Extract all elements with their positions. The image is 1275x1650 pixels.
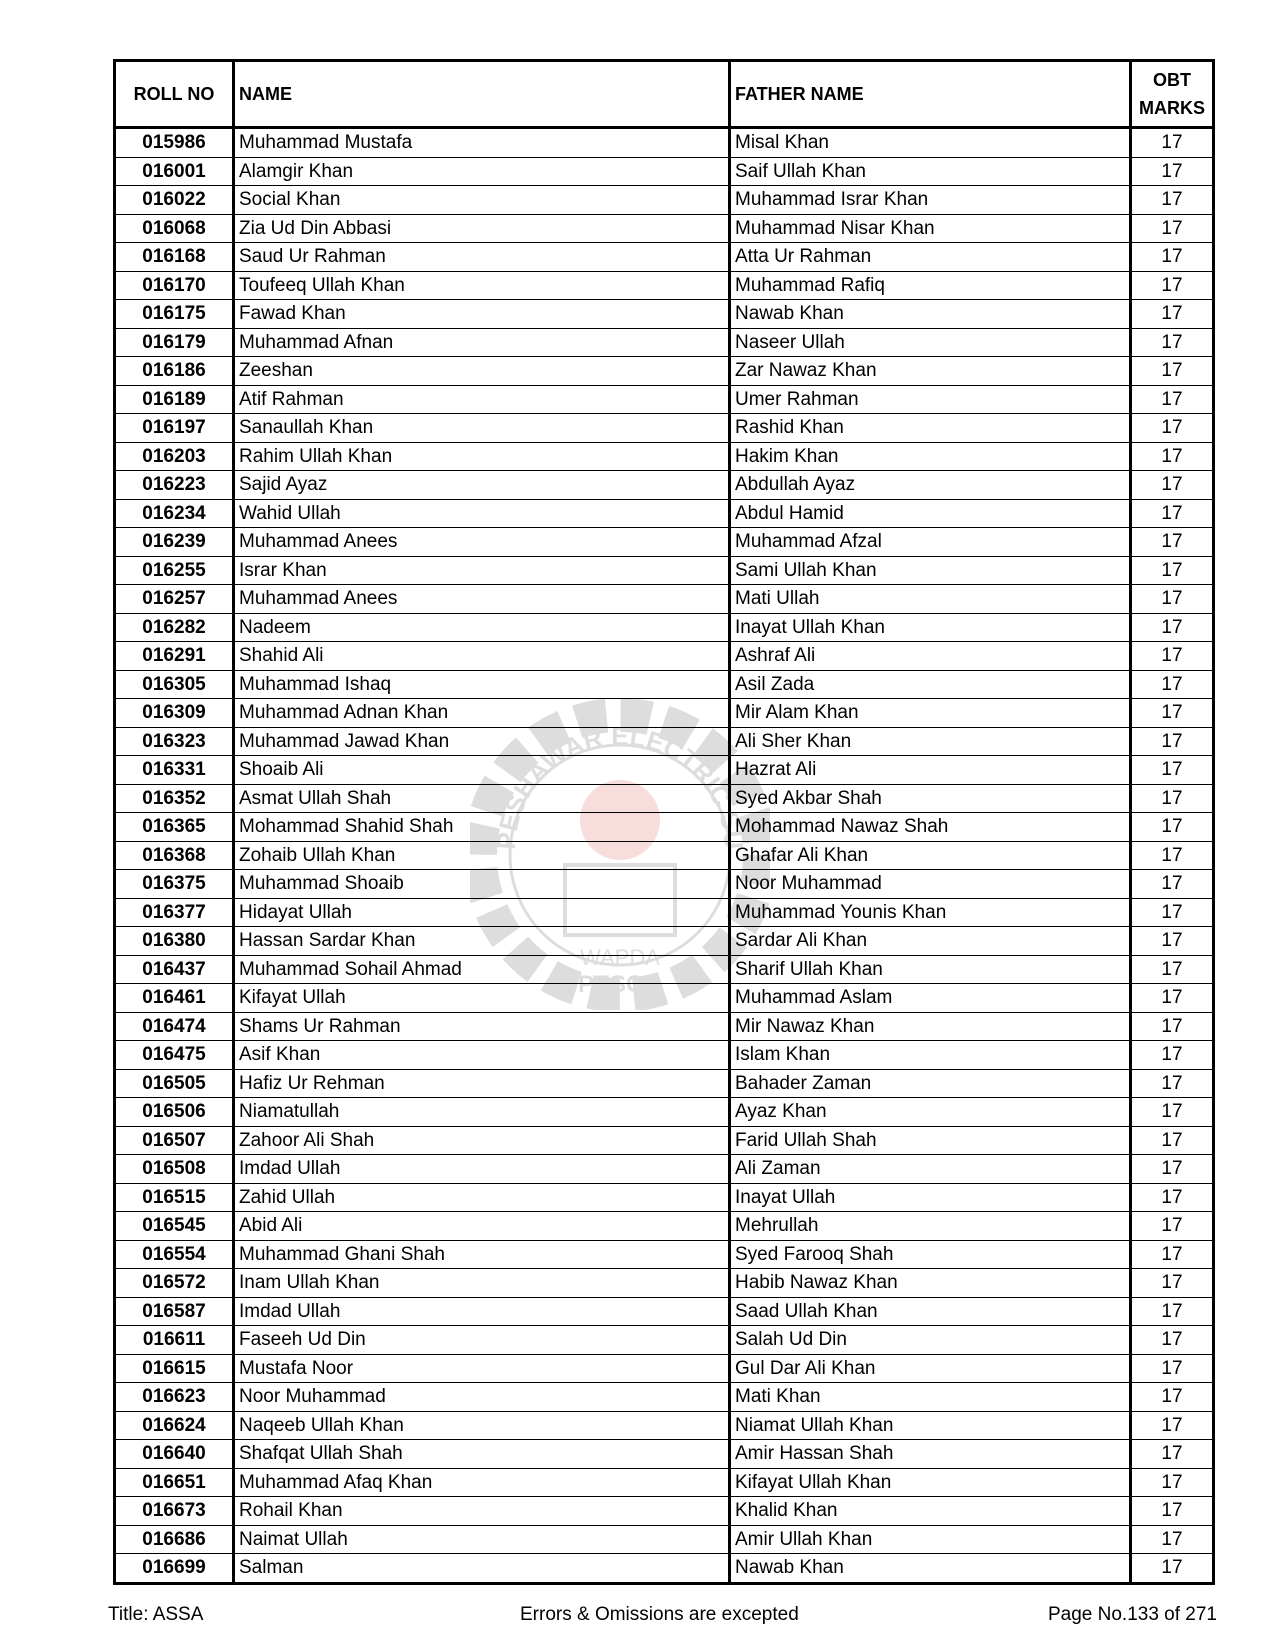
father-name-cell: Mati Khan — [730, 1383, 1131, 1412]
table-row — [115, 1354, 1214, 1383]
obt-marks-cell: 17 — [1131, 841, 1214, 870]
father-name-cell: Amir Ullah Khan — [730, 1525, 1131, 1554]
footer-notice: Errors & Omissions are excepted — [520, 1604, 799, 1625]
obt-marks-cell: 17 — [1131, 1468, 1214, 1497]
roll-no-cell: 016508 — [115, 1155, 234, 1184]
father-name-cell: Saad Ullah Khan — [730, 1297, 1131, 1326]
name-cell: Zeeshan — [234, 357, 730, 386]
name-cell: Hafiz Ur Rehman — [234, 1069, 730, 1098]
header-obt-marks-line2: MARKS — [1139, 98, 1205, 118]
name-cell: Naimat Ullah — [234, 1525, 730, 1554]
roll-no-cell: 016282 — [115, 613, 234, 642]
name-cell: Muhammad Sohail Ahmad — [234, 955, 730, 984]
table-row — [115, 1554, 1214, 1584]
name-cell: Imdad Ullah — [234, 1155, 730, 1184]
obt-marks-cell: 17 — [1131, 898, 1214, 927]
father-name-cell: Muhammad Younis Khan — [730, 898, 1131, 927]
table-row — [115, 271, 1214, 300]
father-name-cell: Ashraf Ali — [730, 642, 1131, 671]
roll-no-cell: 016506 — [115, 1098, 234, 1127]
roll-no-cell: 016168 — [115, 243, 234, 272]
obt-marks-cell: 17 — [1131, 214, 1214, 243]
roll-no-cell: 016651 — [115, 1468, 234, 1497]
table-row — [115, 813, 1214, 842]
table-row — [115, 984, 1214, 1013]
obt-marks-cell: 17 — [1131, 870, 1214, 899]
father-name-cell: Farid Ullah Shah — [730, 1126, 1131, 1155]
table-row — [115, 870, 1214, 899]
father-name-cell: Sami Ullah Khan — [730, 556, 1131, 585]
obt-marks-cell: 17 — [1131, 756, 1214, 785]
roll-no-cell: 016068 — [115, 214, 234, 243]
table-row — [115, 186, 1214, 215]
name-cell: Muhammad Anees — [234, 528, 730, 557]
name-cell: Asmat Ullah Shah — [234, 784, 730, 813]
name-cell: Zohaib Ullah Khan — [234, 841, 730, 870]
obt-marks-cell: 17 — [1131, 1383, 1214, 1412]
name-cell: Muhammad Afnan — [234, 328, 730, 357]
table-row — [115, 1440, 1214, 1469]
roll-no-cell: 016197 — [115, 414, 234, 443]
roll-no-cell: 016352 — [115, 784, 234, 813]
roll-no-cell: 016474 — [115, 1012, 234, 1041]
obt-marks-cell: 17 — [1131, 1525, 1214, 1554]
father-name-cell: Muhammad Nisar Khan — [730, 214, 1131, 243]
roll-no-cell: 016203 — [115, 442, 234, 471]
father-name-cell: Muhammad Afzal — [730, 528, 1131, 557]
table-row — [115, 1155, 1214, 1184]
father-name-cell: Muhammad Israr Khan — [730, 186, 1131, 215]
obt-marks-cell: 17 — [1131, 1041, 1214, 1070]
roll-no-cell: 016375 — [115, 870, 234, 899]
table-row — [115, 699, 1214, 728]
father-name-cell: Asil Zada — [730, 670, 1131, 699]
table-row — [115, 328, 1214, 357]
obt-marks-cell: 17 — [1131, 1269, 1214, 1298]
obt-marks-cell: 17 — [1131, 984, 1214, 1013]
table-row — [115, 1240, 1214, 1269]
name-cell: Shafqat Ullah Shah — [234, 1440, 730, 1469]
name-cell: Shoaib Ali — [234, 756, 730, 785]
father-name-cell: Sharif Ullah Khan — [730, 955, 1131, 984]
name-cell: Asif Khan — [234, 1041, 730, 1070]
father-name-cell: Mir Alam Khan — [730, 699, 1131, 728]
father-name-cell: Muhammad Aslam — [730, 984, 1131, 1013]
roll-no-cell: 016323 — [115, 727, 234, 756]
table-row — [115, 670, 1214, 699]
name-cell: Hidayat Ullah — [234, 898, 730, 927]
roll-no-cell: 016179 — [115, 328, 234, 357]
obt-marks-cell: 17 — [1131, 813, 1214, 842]
table-row — [115, 585, 1214, 614]
father-name-cell: Abdullah Ayaz — [730, 471, 1131, 500]
name-cell: Rahim Ullah Khan — [234, 442, 730, 471]
father-name-cell: Mati Ullah — [730, 585, 1131, 614]
roll-no-cell: 016515 — [115, 1183, 234, 1212]
name-cell: Kifayat Ullah — [234, 984, 730, 1013]
roll-no-cell: 016615 — [115, 1354, 234, 1383]
table-row — [115, 499, 1214, 528]
name-cell: Zahoor Ali Shah — [234, 1126, 730, 1155]
obt-marks-cell: 17 — [1131, 1411, 1214, 1440]
obt-marks-cell: 17 — [1131, 1326, 1214, 1355]
table-row — [115, 1326, 1214, 1355]
obt-marks-cell: 17 — [1131, 1354, 1214, 1383]
obt-marks-cell: 17 — [1131, 1440, 1214, 1469]
name-cell: Niamatullah — [234, 1098, 730, 1127]
father-name-cell: Hakim Khan — [730, 442, 1131, 471]
table-row — [115, 927, 1214, 956]
father-name-cell: Nawab Khan — [730, 300, 1131, 329]
obt-marks-cell: 17 — [1131, 727, 1214, 756]
table-row — [115, 414, 1214, 443]
name-cell: Rohail Khan — [234, 1497, 730, 1526]
name-cell: Muhammad Adnan Khan — [234, 699, 730, 728]
obt-marks-cell: 17 — [1131, 955, 1214, 984]
obt-marks-cell: 17 — [1131, 300, 1214, 329]
obt-marks-cell: 17 — [1131, 414, 1214, 443]
name-cell: Muhammad Afaq Khan — [234, 1468, 730, 1497]
roll-no-cell: 016309 — [115, 699, 234, 728]
father-name-cell: Ali Sher Khan — [730, 727, 1131, 756]
roll-no-cell: 016022 — [115, 186, 234, 215]
roll-no-cell: 016437 — [115, 955, 234, 984]
father-name-cell: Syed Farooq Shah — [730, 1240, 1131, 1269]
results-table — [113, 59, 1215, 1585]
obt-marks-cell: 17 — [1131, 499, 1214, 528]
roll-no-cell: 016239 — [115, 528, 234, 557]
name-cell: Hassan Sardar Khan — [234, 927, 730, 956]
name-cell: Saud Ur Rahman — [234, 243, 730, 272]
header-obt-marks-line1: OBT — [1153, 70, 1191, 90]
father-name-cell: Bahader Zaman — [730, 1069, 1131, 1098]
name-cell: Sanaullah Khan — [234, 414, 730, 443]
roll-no-cell: 016572 — [115, 1269, 234, 1298]
watermark-top-text: PESHAWAR ELECTRIC SU — [490, 720, 750, 851]
name-cell: Alamgir Khan — [234, 157, 730, 186]
roll-no-cell: 016305 — [115, 670, 234, 699]
name-cell: Naqeeb Ullah Khan — [234, 1411, 730, 1440]
father-name-cell: Inayat Ullah — [730, 1183, 1131, 1212]
table-row — [115, 1525, 1214, 1554]
table-row — [115, 357, 1214, 386]
name-cell: Imdad Ullah — [234, 1297, 730, 1326]
name-cell: Inam Ullah Khan — [234, 1269, 730, 1298]
table-row — [115, 1297, 1214, 1326]
table-row — [115, 214, 1214, 243]
father-name-cell: Khalid Khan — [730, 1497, 1131, 1526]
father-name-cell: Kifayat Ullah Khan — [730, 1468, 1131, 1497]
name-cell: Fawad Khan — [234, 300, 730, 329]
table-row — [115, 1497, 1214, 1526]
roll-no-cell: 016505 — [115, 1069, 234, 1098]
obt-marks-cell: 17 — [1131, 927, 1214, 956]
table-row — [115, 784, 1214, 813]
obt-marks-cell: 17 — [1131, 528, 1214, 557]
obt-marks-cell: 17 — [1131, 585, 1214, 614]
footer-page-number: Page No.133 of 271 — [1047, 1604, 1217, 1625]
obt-marks-cell: 17 — [1131, 442, 1214, 471]
name-cell: Noor Muhammad — [234, 1383, 730, 1412]
father-name-cell: Mohammad Nawaz Shah — [730, 813, 1131, 842]
roll-no-cell: 016699 — [115, 1554, 234, 1584]
table-header-row — [115, 61, 1214, 128]
obt-marks-cell: 17 — [1131, 243, 1214, 272]
table-row — [115, 1069, 1214, 1098]
footer-title: Title: ASSA — [108, 1604, 204, 1625]
roll-no-cell: 016380 — [115, 927, 234, 956]
roll-no-cell: 016377 — [115, 898, 234, 927]
table-row — [115, 1411, 1214, 1440]
roll-no-cell: 016624 — [115, 1411, 234, 1440]
obt-marks-cell: 17 — [1131, 556, 1214, 585]
obt-marks-cell: 17 — [1131, 642, 1214, 671]
table-row — [115, 1383, 1214, 1412]
obt-marks-cell: 17 — [1131, 1069, 1214, 1098]
table-row — [115, 1183, 1214, 1212]
roll-no-cell: 016640 — [115, 1440, 234, 1469]
header-roll-no: ROLL NO — [115, 61, 234, 128]
father-name-cell: Noor Muhammad — [730, 870, 1131, 899]
table-row — [115, 1012, 1214, 1041]
name-cell: Muhammad Anees — [234, 585, 730, 614]
name-cell: Muhammad Ishaq — [234, 670, 730, 699]
obt-marks-cell: 17 — [1131, 471, 1214, 500]
roll-no-cell: 016623 — [115, 1383, 234, 1412]
header-name: NAME — [234, 61, 730, 128]
table-row — [115, 1126, 1214, 1155]
father-name-cell: Mir Nawaz Khan — [730, 1012, 1131, 1041]
table-row — [115, 128, 1214, 158]
table-row — [115, 300, 1214, 329]
roll-no-cell: 016475 — [115, 1041, 234, 1070]
roll-no-cell: 016170 — [115, 271, 234, 300]
roll-no-cell: 016291 — [115, 642, 234, 671]
table-row — [115, 385, 1214, 414]
father-name-cell: Salah Ud Din — [730, 1326, 1131, 1355]
roll-no-cell: 016461 — [115, 984, 234, 1013]
obt-marks-cell: 17 — [1131, 271, 1214, 300]
roll-no-cell: 016331 — [115, 756, 234, 785]
table-row — [115, 1041, 1214, 1070]
name-cell: Nadeem — [234, 613, 730, 642]
father-name-cell: Ayaz Khan — [730, 1098, 1131, 1127]
roll-no-cell: 016507 — [115, 1126, 234, 1155]
roll-no-cell: 016186 — [115, 357, 234, 386]
table-row — [115, 243, 1214, 272]
roll-no-cell: 016554 — [115, 1240, 234, 1269]
obt-marks-cell: 17 — [1131, 186, 1214, 215]
father-name-cell: Muhammad Rafiq — [730, 271, 1131, 300]
father-name-cell: Abdul Hamid — [730, 499, 1131, 528]
name-cell: Muhammad Jawad Khan — [234, 727, 730, 756]
roll-no-cell: 016368 — [115, 841, 234, 870]
obt-marks-cell: 17 — [1131, 670, 1214, 699]
father-name-cell: Hazrat Ali — [730, 756, 1131, 785]
father-name-cell: Naseer Ullah — [730, 328, 1131, 357]
header-father-name: FATHER NAME — [730, 61, 1131, 128]
name-cell: Zahid Ullah — [234, 1183, 730, 1212]
father-name-cell: Habib Nawaz Khan — [730, 1269, 1131, 1298]
roll-no-cell: 016257 — [115, 585, 234, 614]
father-name-cell: Ghafar Ali Khan — [730, 841, 1131, 870]
name-cell: Zia Ud Din Abbasi — [234, 214, 730, 243]
table-row — [115, 841, 1214, 870]
table-row — [115, 157, 1214, 186]
obt-marks-cell: 17 — [1131, 699, 1214, 728]
table-row — [115, 1269, 1214, 1298]
roll-no-cell: 016673 — [115, 1497, 234, 1526]
name-cell: Abid Ali — [234, 1212, 730, 1241]
obt-marks-cell: 17 — [1131, 1240, 1214, 1269]
roll-no-cell: 015986 — [115, 128, 234, 158]
father-name-cell: Misal Khan — [730, 128, 1131, 158]
name-cell: Mustafa Noor — [234, 1354, 730, 1383]
roll-no-cell: 016189 — [115, 385, 234, 414]
roll-no-cell: 016587 — [115, 1297, 234, 1326]
name-cell: Shams Ur Rahman — [234, 1012, 730, 1041]
name-cell: Atif Rahman — [234, 385, 730, 414]
table-row — [115, 1468, 1214, 1497]
roll-no-cell: 016175 — [115, 300, 234, 329]
table-row — [115, 727, 1214, 756]
obt-marks-cell: 17 — [1131, 1098, 1214, 1127]
name-cell: Mohammad Shahid Shah — [234, 813, 730, 842]
watermark-mid-text: WAPDA — [580, 945, 660, 970]
table-row — [115, 1212, 1214, 1241]
name-cell: Salman — [234, 1554, 730, 1584]
obt-marks-cell: 17 — [1131, 613, 1214, 642]
name-cell: Muhammad Ghani Shah — [234, 1240, 730, 1269]
header-obt-marks — [1131, 61, 1214, 128]
obt-marks-cell: 17 — [1131, 157, 1214, 186]
name-cell: Muhammad Shoaib — [234, 870, 730, 899]
name-cell: Faseeh Ud Din — [234, 1326, 730, 1355]
roll-no-cell: 016545 — [115, 1212, 234, 1241]
table-row — [115, 556, 1214, 585]
father-name-cell: Niamat Ullah Khan — [730, 1411, 1131, 1440]
father-name-cell: Amir Hassan Shah — [730, 1440, 1131, 1469]
roll-no-cell: 016611 — [115, 1326, 234, 1355]
table-row — [115, 442, 1214, 471]
father-name-cell: Rashid Khan — [730, 414, 1131, 443]
table-row — [115, 471, 1214, 500]
father-name-cell: Atta Ur Rahman — [730, 243, 1131, 272]
table-row — [115, 613, 1214, 642]
name-cell: Muhammad Mustafa — [234, 128, 730, 158]
name-cell: Shahid Ali — [234, 642, 730, 671]
watermark-bottom-text: PESCO — [577, 971, 663, 998]
obt-marks-cell: 17 — [1131, 1497, 1214, 1526]
table-row — [115, 756, 1214, 785]
obt-marks-cell: 17 — [1131, 1212, 1214, 1241]
roll-no-cell: 016223 — [115, 471, 234, 500]
obt-marks-cell: 17 — [1131, 1554, 1214, 1584]
name-cell: Sajid Ayaz — [234, 471, 730, 500]
father-name-cell: Mehrullah — [730, 1212, 1131, 1241]
father-name-cell: Umer Rahman — [730, 385, 1131, 414]
father-name-cell: Zar Nawaz Khan — [730, 357, 1131, 386]
roll-no-cell: 016686 — [115, 1525, 234, 1554]
father-name-cell: Sardar Ali Khan — [730, 927, 1131, 956]
name-cell: Toufeeq Ullah Khan — [234, 271, 730, 300]
father-name-cell: Syed Akbar Shah — [730, 784, 1131, 813]
obt-marks-cell: 17 — [1131, 1183, 1214, 1212]
obt-marks-cell: 17 — [1131, 1297, 1214, 1326]
roll-no-cell: 016255 — [115, 556, 234, 585]
roll-no-cell: 016234 — [115, 499, 234, 528]
father-name-cell: Saif Ullah Khan — [730, 157, 1131, 186]
father-name-cell: Ali Zaman — [730, 1155, 1131, 1184]
father-name-cell: Gul Dar Ali Khan — [730, 1354, 1131, 1383]
name-cell: Wahid Ullah — [234, 499, 730, 528]
obt-marks-cell: 17 — [1131, 128, 1214, 158]
obt-marks-cell: 17 — [1131, 1012, 1214, 1041]
name-cell: Social Khan — [234, 186, 730, 215]
obt-marks-cell: 17 — [1131, 784, 1214, 813]
table-row — [115, 642, 1214, 671]
name-cell: Israr Khan — [234, 556, 730, 585]
table-row — [115, 955, 1214, 984]
father-name-cell: Nawab Khan — [730, 1554, 1131, 1584]
obt-marks-cell: 17 — [1131, 1126, 1214, 1155]
table-row — [115, 528, 1214, 557]
table-row — [115, 1098, 1214, 1127]
father-name-cell: Islam Khan — [730, 1041, 1131, 1070]
obt-marks-cell: 17 — [1131, 328, 1214, 357]
obt-marks-cell: 17 — [1131, 357, 1214, 386]
table-row — [115, 898, 1214, 927]
father-name-cell: Inayat Ullah Khan — [730, 613, 1131, 642]
obt-marks-cell: 17 — [1131, 1155, 1214, 1184]
roll-no-cell: 016001 — [115, 157, 234, 186]
roll-no-cell: 016365 — [115, 813, 234, 842]
obt-marks-cell: 17 — [1131, 385, 1214, 414]
